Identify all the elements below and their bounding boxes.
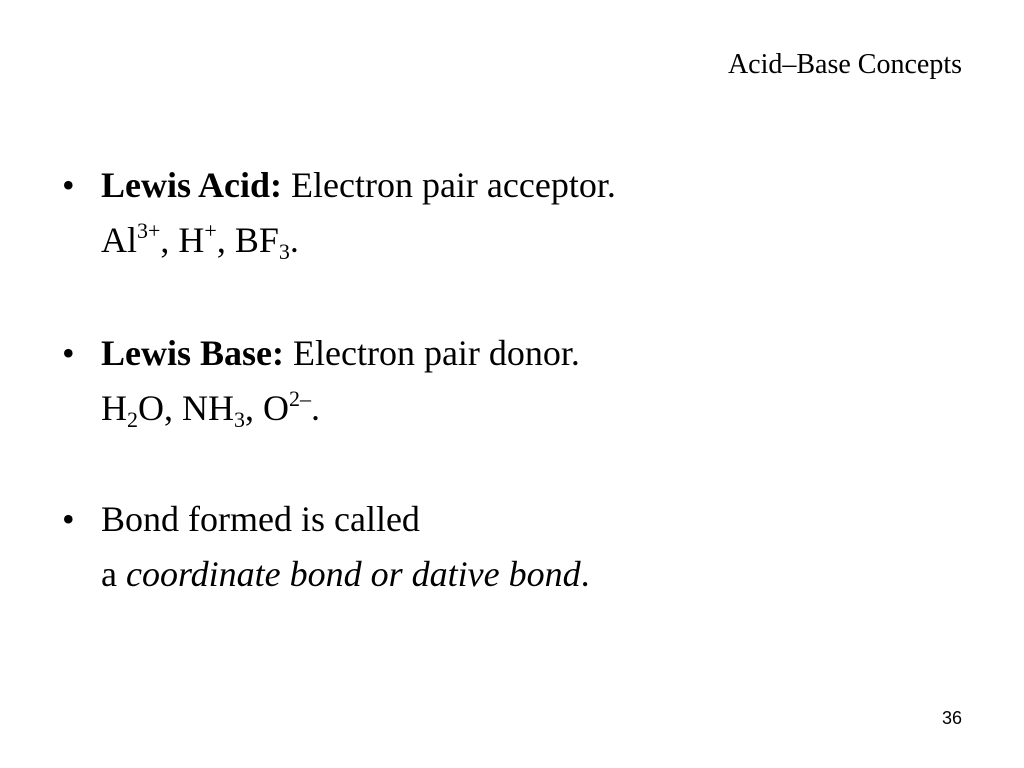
slide-title: Acid–Base Concepts xyxy=(727,49,962,80)
lewis-base-definition-line xyxy=(101,326,580,381)
oxide-symbol: , O xyxy=(245,388,289,428)
water-hydrogen-symbol: H xyxy=(101,388,127,428)
page-number: 36 xyxy=(941,708,962,728)
hydrogen-symbol: , H xyxy=(160,220,205,260)
boron-trifluoride-symbol: , BF xyxy=(216,220,279,260)
bond-name-end: . xyxy=(580,554,590,594)
bond-name-prefix: a xyxy=(101,554,126,594)
bullet-lewis-base-text xyxy=(101,326,580,436)
oxide-charge: 2– xyxy=(289,386,311,411)
bullet-lewis-acid-text xyxy=(101,158,616,268)
lewis-base-definition: Electron pair donor. xyxy=(284,333,580,373)
bond-formed-line: Bond formed is called xyxy=(101,499,420,539)
hydrogen-charge: + xyxy=(204,218,217,243)
lewis-base-term: Lewis Base: xyxy=(101,333,284,373)
lewis-acid-definition-line xyxy=(101,158,616,213)
lewis-acid-examples-end: . xyxy=(289,220,299,260)
aluminum-charge: 3+ xyxy=(137,218,161,243)
water-subscript: 2 xyxy=(127,407,138,432)
aluminum-symbol: Al xyxy=(101,220,137,260)
lewis-acid-examples-line xyxy=(101,213,616,268)
bullet-marker: • xyxy=(62,165,75,205)
bullet-coordinate-bond-text xyxy=(101,492,590,602)
bond-name: coordinate bond or dative bond xyxy=(125,554,581,594)
lewis-acid-definition: Electron pair acceptor. xyxy=(282,165,616,205)
lewis-base-examples-line xyxy=(101,381,580,436)
lewis-base-examples-end: . xyxy=(311,388,320,428)
lewis-acid-term: Lewis Acid: xyxy=(101,165,283,205)
bullet-marker: • xyxy=(62,333,75,373)
bond-name-line xyxy=(101,547,590,602)
fluorine-subscript: 3 xyxy=(278,239,290,264)
water-ammonia-symbols: O, NH xyxy=(138,388,234,428)
ammonia-subscript: 3 xyxy=(234,407,245,432)
bullet-marker: • xyxy=(62,499,75,539)
